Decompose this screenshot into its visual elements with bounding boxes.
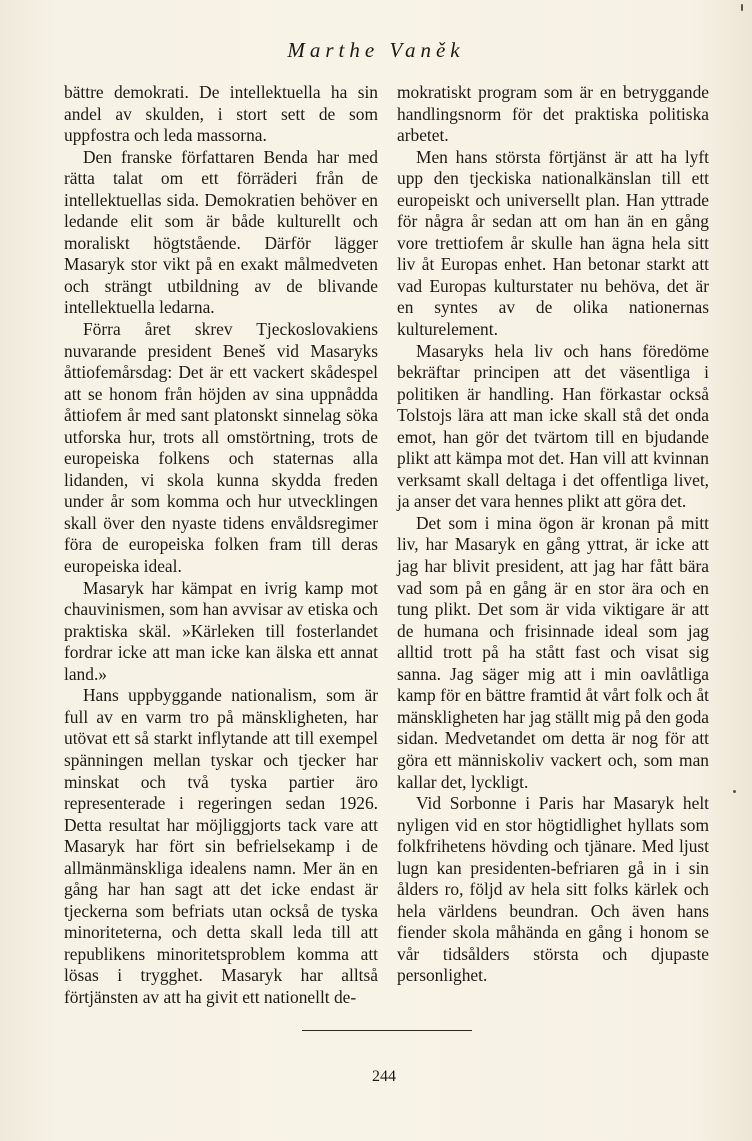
paragraph: Förra året skrev Tjeckoslovakiens nuvarande president Beneš vid Masaryks åttiofemårsdag: Det är ett vackert skådespel att se honom från höjden av sina uppnådda åttiofem år med sant platonskt sinnelag söka utforska hur, trots all omstörtning, trots de europeiska folkens och staternas alla lidanden, vi skola kunna skydda freden under år som komma och hur utvecklingen skall över den nyaste tidens envåldsregimer föra de europeiska folken fram till deras europeiska ideal. (64, 319, 378, 577)
end-rule (302, 1030, 472, 1031)
paragraph: Masaryks hela liv och hans föredöme bekräftar principen att det väsentliga i politiken är handling. Han förkastar också Tolstojs lära att man icke skall stå det onda emot, han gör det tvärtom till en bjudande plikt att kämpa mot det. Han vill att kvinnan verksamt skall deltaga i det offentliga livet, ja anser det vara hennes plikt att göra det. (397, 340, 709, 512)
paragraph: Den franske författaren Benda har med rätta talat om ett förräderi från de intellektuellas sida. Demokratien behöver en ledande elit som är både kulturellt och moraliskt högtstående. Därför lägger Masaryk stor vikt på en exakt målmedveten och strängt utbildning av de blivande intellektuella ledarna. (64, 146, 378, 318)
paragraph: Masaryk har kämpat en ivrig kamp mot chauvinismen, som han avvisar av etiska och praktiska skäl. »Kärleken till fosterlandet fordrar icke att man icke kan älska ett annat land.» (64, 577, 378, 684)
paragraph: mokratiskt program som är en betryggande handlingsnorm för det praktiska politiska arbetet. (397, 82, 709, 146)
running-head-author: Marthe Vaněk (287, 38, 465, 62)
paper-speck (733, 790, 736, 793)
paragraph: Vid Sorbonne i Paris har Masaryk helt nyligen vid en stor högtidlighet hyllats som folkfrihetens hövding och tjänare. Med ljust lugn kan presidenten-befriaren gå in i sin ålders ro, följd av hela sitt folks kärlek och hela världens beundran. Och även hans fiender skola måhända en gång i honom se vår tidsålders största och djupaste personlighet. (397, 793, 709, 986)
paragraph: bättre demokrati. De intellektuella ha sin andel av skulden, i stort sett de som uppfostra och leda massorna. (64, 82, 378, 146)
paper-speck (741, 4, 743, 11)
left-text-column (64, 82, 378, 1009)
paragraph: Det som i mina ögon är kronan på mitt liv, har Masaryk en gång yttrat, är icke att jag har blivit president, att jag har fått bära vad som på en gång är en stor ära och en tung plikt. Det som är vida viktigare är att de humana och frisinnade ideal som jag alltid trott på ha stått fast och visat sig sanna. Jag säger mig att i min oavlåtliga kamp för en bättre framtid åt vårt folk och åt mänskligheten har jag ställt mig på den goda sidan. Medvetandet om detta är nog för att göra ett människoliv vackert och, som man kallar det, lyckligt. (397, 512, 709, 792)
paragraph: Men hans största förtjänst är att ha lyft upp den tjeckiska nationalkänslan till ett europeiskt och universellt plan. Han yttrade för några år sedan att om han än en gång vore trettiofem år skulle han ägna hela sitt liv åt Europas enhet. Han betonar starkt att vad Europas kulturstater nu behöva, det är en syntes av de olika nationernas kulturelement. (397, 146, 709, 340)
right-text-column (397, 82, 709, 987)
page-number: 244 (372, 1068, 396, 1085)
paragraph: Hans uppbyggande nationalism, som är full av en varm tro på mänskligheten, har utövat ett så starkt inflytande att till exempel spänningen mellan tyskar och tjecker har minskat och två tyska partier äro representerade i regeringen sedan 1926. Detta resultat har möjliggjorts tack vare att Masaryk har fört sin befrielsekamp i de allmänmänskliga idealens namn. Mer än en gång har han sagt att det icke endast är tjeckerna som befriats utan också de tyska minoriteterna, och detta skall leda till att republikens minoritetsproblem komma att lösas i trygghet. Masaryk har alltså förtjänsten av att ha givit ett nationellt de- (64, 685, 378, 1007)
